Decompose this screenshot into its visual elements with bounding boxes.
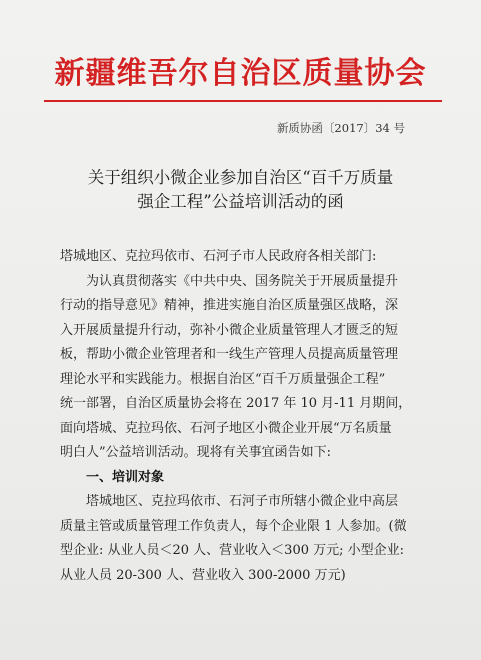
paragraph-line: 塔城地区、克拉玛依市、石河子市所辖小微企业中高层 (86, 494, 399, 509)
paragraph-line: 型企业: 从业人员＜20 人、营业收入＜300 万元; 小型企业: (60, 543, 405, 558)
paragraph-line: 板，帮助小微企业管理者和一线生产管理人员提高质量管理 (60, 347, 399, 362)
salutation: 塔城地区、克拉玛依市、石河子市人民政府各相关部门: (60, 249, 377, 264)
paragraph-line: 统一部署，自治区质量协会将在 2017 年 10 月-11 月期间， (60, 396, 412, 411)
paragraph-line: 质量主管或质量管理工作负责人，每个企业限 1 人参加。(微 (60, 518, 407, 534)
document-body (60, 245, 428, 588)
paragraph-line: 明白人”公益培训活动。现将有关事宜函告如下: (60, 445, 332, 460)
document-title (0, 166, 481, 214)
paragraph-line: 从业人员 20-300 人、营业收入 300-2000 万元) (60, 567, 346, 583)
paragraph-line: 面向塔城、克拉玛依、石河子地区小微企业开展“万名质量 (60, 420, 392, 436)
section-heading: 一、培训对象 (86, 469, 165, 485)
letterhead-divider (44, 100, 442, 102)
paragraph-line: 理论水平和实践能力。根据自治区“百千万质量强企工程” (60, 371, 386, 387)
title-line: 强企工程”公益培训活动的函 (137, 192, 344, 211)
title-line: 关于组织小微企业参加自治区“百千万质量 (87, 168, 394, 187)
paragraph-line: 入开展质量提升行动，弥补小微企业质量管理人才匮乏的短 (60, 322, 399, 338)
paragraph-line: 行动的指导意见》精神，推进实施自治区质量强区战略，深 (60, 298, 399, 313)
paragraph-line: 为认真贯彻落实《中共中央、国务院关于开展质量提升 (86, 273, 399, 289)
letterhead-title: 新疆维吾尔自治区质量协会 (54, 56, 427, 91)
document-number: 新质协函〔2017〕34 号 (276, 121, 405, 135)
